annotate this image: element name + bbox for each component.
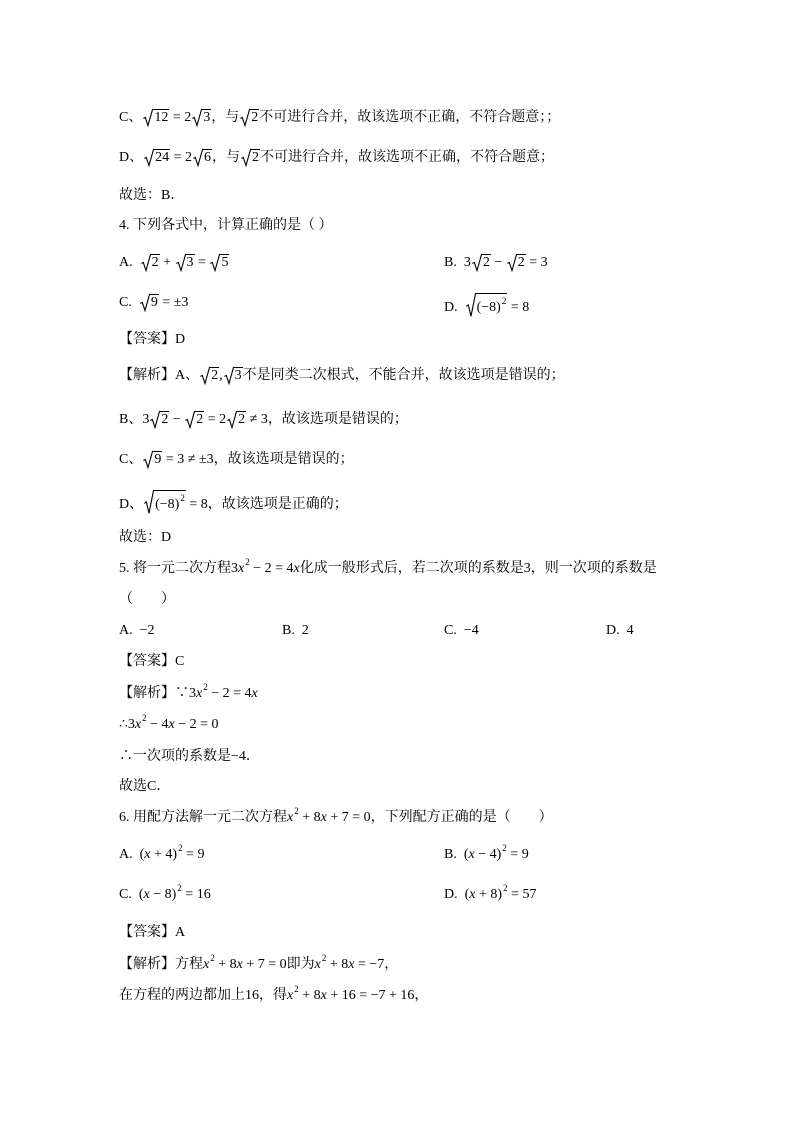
text-segment: − bbox=[490, 255, 506, 270]
text-segment: (−8) bbox=[476, 300, 501, 315]
text-segment: + 16 = −7 + 16， bbox=[326, 988, 429, 1003]
option-value: −4 bbox=[463, 623, 479, 638]
radicand: 6 bbox=[204, 150, 212, 165]
radical bbox=[472, 254, 491, 271]
option-label: D. bbox=[606, 623, 620, 638]
q5-conclusion: 故选C． bbox=[119, 779, 171, 794]
q5-stem-line-1 bbox=[119, 559, 657, 579]
text-segment: + 7 = 0即为 bbox=[242, 957, 315, 972]
option-value: 4 bbox=[626, 623, 634, 638]
superscript: 2 bbox=[178, 843, 183, 853]
text-segment: C、 bbox=[119, 110, 143, 125]
variable: x bbox=[320, 988, 327, 1003]
radical-sign bbox=[472, 254, 482, 271]
text-segment: = ±3 bbox=[158, 295, 189, 310]
radicand: 2 bbox=[161, 412, 169, 427]
text-segment: = 8，故该选项是正确的； bbox=[185, 497, 348, 512]
superscript: 2 bbox=[321, 953, 327, 963]
option-expression bbox=[464, 255, 548, 270]
q4-conclusion: 故选：D bbox=[119, 530, 172, 545]
radical-sign bbox=[240, 109, 250, 126]
radicand: 2 bbox=[482, 255, 490, 270]
radical-sign bbox=[507, 254, 517, 271]
option-label: C. bbox=[119, 295, 132, 310]
option-label: D. bbox=[444, 300, 458, 315]
radical bbox=[185, 411, 204, 428]
option-label: A. bbox=[119, 255, 133, 270]
text-segment: = 2 bbox=[204, 412, 227, 427]
q5-stem-line-2: （ ） bbox=[119, 592, 175, 607]
q6-option-a bbox=[119, 845, 204, 865]
q6-answer: 【答案】A bbox=[119, 925, 186, 940]
superscript: 2 bbox=[501, 296, 507, 306]
q3-analysis-d bbox=[119, 148, 554, 168]
superscript: 2 bbox=[503, 883, 508, 893]
text-segment: ≠ 3，故该选项是错误的； bbox=[246, 412, 408, 427]
radicand: 9 bbox=[154, 452, 162, 467]
superscript: 2 bbox=[203, 682, 208, 692]
text-segment: 3 bbox=[463, 255, 471, 270]
radical bbox=[144, 149, 170, 166]
radical-sign bbox=[143, 451, 153, 468]
text-segment: − 8) bbox=[149, 887, 177, 902]
radical-sign bbox=[140, 294, 150, 311]
text-segment: , bbox=[219, 368, 223, 383]
radical-sign bbox=[200, 367, 210, 384]
radicand: 2 bbox=[252, 150, 260, 165]
radicand: 3 bbox=[186, 255, 194, 270]
text-segment: + 8 bbox=[298, 988, 321, 1003]
radical-sign bbox=[227, 411, 237, 428]
q6-analysis-2 bbox=[119, 986, 428, 1006]
text-segment: − 2 = 0 bbox=[174, 717, 219, 732]
text-segment: = 9 bbox=[506, 847, 529, 862]
radical bbox=[176, 254, 195, 271]
q4-analysis-b bbox=[119, 410, 408, 430]
radicand: 24 bbox=[155, 150, 170, 165]
radical-sign bbox=[143, 109, 153, 126]
radical bbox=[140, 294, 159, 311]
text-segment: + 8 bbox=[214, 957, 237, 972]
radical bbox=[143, 109, 169, 126]
text-segment: 不可进行合并，故该选项不正确，不符合题意；； bbox=[259, 110, 561, 125]
option-label: D. bbox=[444, 887, 458, 902]
radical bbox=[192, 109, 211, 126]
q3-conclusion: 故选：B． bbox=[119, 188, 185, 203]
q5-option-d bbox=[606, 621, 634, 641]
text-segment: 不可进行合并，故该选项不正确，不符合题意； bbox=[260, 150, 555, 165]
radicand: 12 bbox=[154, 110, 169, 125]
radicand: 2 bbox=[238, 412, 246, 427]
radical-sign bbox=[176, 254, 186, 271]
text-segment: 6. 用配方法解一元二次方程 bbox=[119, 810, 287, 825]
radical-sign bbox=[193, 149, 203, 166]
text-segment: − 4) bbox=[474, 847, 502, 862]
superscript: 2 bbox=[502, 843, 507, 853]
radical-sign bbox=[241, 149, 251, 166]
variable: x bbox=[236, 957, 243, 972]
variable: x bbox=[168, 717, 175, 732]
text-segment: = 2 bbox=[169, 110, 192, 125]
radicand: 3 bbox=[234, 368, 242, 383]
text-segment: 在方程的两边都加上16，得 bbox=[119, 988, 287, 1003]
text-segment: = 2 bbox=[170, 150, 193, 165]
variable: x bbox=[143, 887, 150, 902]
variable: x bbox=[144, 847, 151, 862]
option-expression bbox=[465, 296, 530, 315]
option-label: C. bbox=[444, 623, 457, 638]
variable: x bbox=[320, 810, 327, 825]
q6-option-d bbox=[444, 885, 536, 905]
q3-analysis-c bbox=[119, 108, 560, 128]
variable: x bbox=[348, 957, 355, 972]
radical bbox=[240, 109, 259, 126]
radical-sign bbox=[144, 149, 154, 166]
q4-option-d bbox=[444, 293, 529, 313]
q5-analysis-1 bbox=[119, 684, 258, 704]
text-segment: 不是同类二次根式，不能合并，故该选项是错误的； bbox=[242, 368, 565, 383]
variable: x bbox=[203, 957, 210, 972]
text-segment: 【解析】∵3 bbox=[119, 686, 196, 701]
radical-sign bbox=[144, 490, 154, 514]
q4-stem: 4. 下列各式中，计算正确的是（ ） bbox=[119, 218, 333, 233]
radical-sign bbox=[150, 411, 160, 428]
text-segment: + 7 = 0，下列配方正确的是（ ） bbox=[326, 810, 553, 825]
superscript: 2 bbox=[177, 883, 182, 893]
text-segment: D、 bbox=[119, 497, 144, 512]
q5-analysis-3: ∴一次项的系数是−4． bbox=[119, 749, 260, 764]
text-segment: = bbox=[194, 255, 210, 270]
text-segment: ( bbox=[463, 847, 469, 862]
superscript: 2 bbox=[142, 713, 147, 723]
variable: x bbox=[287, 988, 294, 1003]
text-segment: = 8 bbox=[507, 300, 530, 315]
variable: x bbox=[287, 810, 294, 825]
radical-sign bbox=[141, 254, 151, 271]
text-segment: ( bbox=[464, 887, 470, 902]
option-expression bbox=[464, 883, 537, 902]
option-label: B. bbox=[282, 623, 295, 638]
q6-option-b bbox=[444, 845, 529, 865]
text-segment: − 4 bbox=[146, 717, 169, 732]
text-segment: ∴3 bbox=[119, 717, 135, 732]
text-segment: ，与 bbox=[211, 110, 240, 125]
text-segment: = 3 ≠ ±3，故该选项是错误的； bbox=[162, 452, 354, 467]
q5-analysis-2 bbox=[119, 715, 219, 735]
option-expression bbox=[463, 843, 529, 862]
variable: x bbox=[293, 561, 300, 576]
text-segment: = 9 bbox=[182, 847, 205, 862]
q6-option-c bbox=[119, 885, 211, 905]
radical-sign bbox=[185, 411, 195, 428]
text-segment: = 16 bbox=[181, 887, 211, 902]
text-segment: + 4) bbox=[150, 847, 178, 862]
option-label: C. bbox=[119, 887, 132, 902]
radicand: 2 bbox=[151, 255, 159, 270]
q4-analysis-a bbox=[119, 366, 565, 386]
radicand: 2 bbox=[517, 255, 525, 270]
q5-option-b bbox=[282, 621, 309, 641]
q6-stem bbox=[119, 808, 553, 828]
text-segment: − 2 = 4 bbox=[207, 686, 252, 701]
radicand bbox=[476, 293, 508, 317]
text-segment: B、3 bbox=[119, 412, 150, 427]
variable: x bbox=[469, 887, 476, 902]
variable: x bbox=[196, 686, 203, 701]
text-segment: + 8) bbox=[475, 887, 503, 902]
radical bbox=[227, 411, 246, 428]
text-segment: + bbox=[159, 255, 175, 270]
q5-option-a bbox=[119, 621, 155, 641]
option-expression bbox=[139, 843, 205, 862]
superscript: 2 bbox=[294, 806, 299, 816]
text-segment: ，与 bbox=[212, 150, 241, 165]
option-expression bbox=[140, 255, 230, 270]
option-value: −2 bbox=[139, 623, 155, 638]
radicand: 2 bbox=[251, 110, 259, 125]
option-label: A. bbox=[119, 623, 133, 638]
q4-option-a bbox=[119, 253, 229, 273]
option-label: B. bbox=[444, 847, 457, 862]
text-segment: − bbox=[169, 412, 185, 427]
radical-sign bbox=[210, 254, 220, 271]
radical bbox=[200, 367, 219, 384]
radical bbox=[150, 411, 169, 428]
option-expression bbox=[139, 295, 189, 310]
radical bbox=[143, 451, 162, 468]
q4-analysis-c bbox=[119, 450, 354, 470]
radical bbox=[507, 254, 526, 271]
text-segment: − 2 = 4 bbox=[249, 561, 294, 576]
radicand: 2 bbox=[196, 412, 204, 427]
option-expression bbox=[138, 883, 211, 902]
radical bbox=[210, 254, 229, 271]
text-segment: = 3 bbox=[525, 255, 548, 270]
variable: x bbox=[468, 847, 475, 862]
text-segment: + 8 bbox=[326, 957, 349, 972]
radical bbox=[241, 149, 260, 166]
text-segment: = 57 bbox=[507, 887, 537, 902]
text-segment: (−8) bbox=[155, 497, 180, 512]
text-segment: C、 bbox=[119, 452, 143, 467]
option-label: B. bbox=[444, 255, 457, 270]
q4-answer: 【答案】D bbox=[119, 332, 186, 347]
radical bbox=[141, 254, 160, 271]
radical bbox=[193, 149, 212, 166]
radicand: 9 bbox=[150, 295, 158, 310]
radical bbox=[224, 367, 243, 384]
q6-analysis-1 bbox=[119, 955, 398, 975]
variable: x bbox=[251, 686, 258, 701]
radical-sign bbox=[466, 293, 476, 317]
q5-option-c bbox=[444, 621, 479, 641]
radical bbox=[144, 490, 186, 514]
superscript: 2 bbox=[245, 557, 250, 567]
variable: x bbox=[314, 957, 321, 972]
text-segment: 【解析】方程 bbox=[119, 957, 203, 972]
option-label: A. bbox=[119, 847, 133, 862]
radicand: 2 bbox=[211, 368, 219, 383]
superscript: 2 bbox=[180, 493, 185, 503]
radicand: 5 bbox=[221, 255, 229, 270]
q4-option-b bbox=[444, 253, 548, 273]
q4-option-c bbox=[119, 293, 188, 313]
text-segment: D、 bbox=[119, 150, 144, 165]
radical bbox=[466, 293, 508, 317]
radical-sign bbox=[224, 367, 234, 384]
text-segment: ( bbox=[138, 887, 144, 902]
radical-sign bbox=[192, 109, 202, 126]
text-segment: 【解析】A、 bbox=[119, 368, 200, 383]
text-segment: + 8 bbox=[298, 810, 321, 825]
q5-answer: 【答案】C bbox=[119, 654, 185, 669]
radicand: 3 bbox=[203, 110, 211, 125]
radicand bbox=[154, 490, 186, 514]
variable: x bbox=[134, 717, 142, 732]
q4-analysis-d bbox=[119, 490, 348, 510]
superscript: 2 bbox=[294, 984, 299, 994]
text-segment: ( bbox=[139, 847, 145, 862]
option-value: 2 bbox=[301, 623, 309, 638]
text-segment: 化成一般形式后，若二次项的系数是3，则一次项的系数是 bbox=[299, 561, 657, 576]
variable: x bbox=[238, 561, 245, 576]
text-segment: = −7， bbox=[354, 957, 399, 972]
text-segment: 5. 将一元二次方程3 bbox=[119, 561, 238, 576]
superscript: 2 bbox=[210, 953, 215, 963]
